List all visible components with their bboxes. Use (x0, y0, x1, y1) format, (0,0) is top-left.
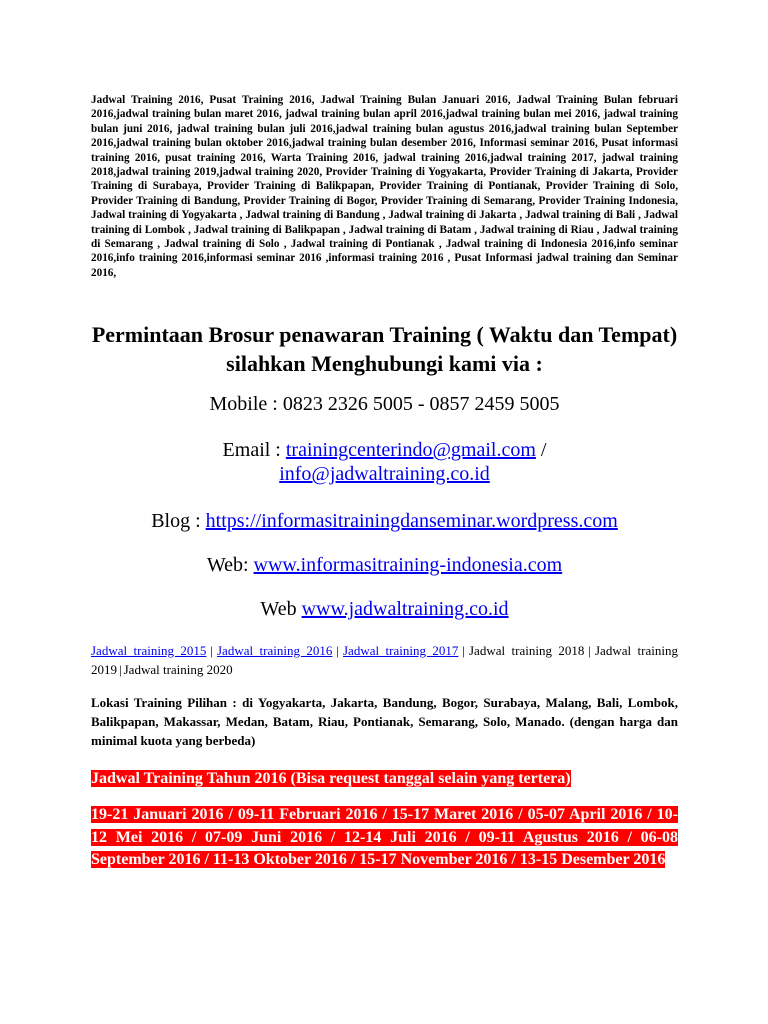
email-contact (91, 438, 678, 486)
separator: | (336, 643, 339, 658)
schedule-dates-text: 19-21 Januari 2016 / 09-11 Februari 2016 / 15-17 Maret 2016 / 05-07 April 2016 / 10-12 Mei 2016 / 07-09 Juni 2016 / 12-14 Juli 2016 / 09-11 Agustus 2016 / 06-08 September 2016 / 11-13 Oktober 2016 / 15-17 November 2016 / 13-15 Desember 2016 (91, 806, 678, 868)
web-label-1: Web: (206, 554, 254, 576)
web-contact-2 (91, 597, 678, 621)
link-jadwal-2016[interactable]: Jadwal training 2016 (217, 643, 333, 658)
schedule-heading-text: Jadwal Training Tahun 2016 (Bisa request tanggal selain yang tertera) (91, 770, 571, 787)
web-link-informasitraining[interactable]: www.informasitraining-indonesia.com (253, 554, 563, 576)
yearly-schedule-links (91, 641, 678, 679)
email-link-jadwaltraining[interactable]: info@jadwaltraining.co.id (279, 463, 490, 485)
web-contact-1 (91, 553, 678, 577)
separator: | (588, 643, 591, 658)
web-label-2: Web (260, 598, 302, 620)
email-link-gmail[interactable]: trainingcenterindo@gmail.com (285, 439, 536, 461)
email-separator: / (535, 439, 547, 461)
schedule-heading (91, 769, 571, 789)
blog-label: Blog : (151, 510, 206, 532)
schedule-dates (91, 804, 678, 872)
email-label: Email : (222, 439, 286, 461)
training-locations: Lokasi Training Pilihan : di Yogyakarta, Jakarta, Bandung, Bogor, Surabaya, Malang, Bali, Lombok, Balikpapan, Makassar, Medan, Batam, Riau, Pontianak, Semarang, Solo, Manado. (dengan harga dan minimal kuota yang berbeda) (91, 695, 678, 748)
link-jadwal-2015[interactable]: Jadwal training 2015 (91, 643, 207, 658)
blog-contact (91, 509, 678, 533)
link-jadwal-2017[interactable]: Jadwal training 2017 (343, 643, 459, 658)
intro-keywords-paragraph: Jadwal Training 2016, Pusat Training 2016, Jadwal Training Bulan Januari 2016, Jadwal Training Bulan februari 2016,jadwal training bulan maret 2016, jadwal training bulan april 2016,jadwal training bulan mei 2016, jadwal training bulan juni 2016, jadwal training bulan juli 2016,jadwal training bulan agustus 2016,jadwal training bulan September 2016,jadwal training bulan oktober 2016,jadwal training bulan desember 2016, Informasi seminar 2016, Pusat informasi training 2016, pusat training 2016, Warta Training 2016, jadwal training 2016,jadwal training 2017, jadwal training 2018,jadwal training 2019,jadwal training 2020, Provider Training di Yogyakarta, Provider Training di Jakarta, Provider Training di Surabaya, Provider Training di Balikpapan, Provider Training di Pontianak, Provider Training di Solo, Provider Training di Bandung, Provider Training di Bogor, Provider Training di Semarang, Provider Training Indonesia, Jadwal training di Yogyakarta , Jadwal training di Bandung , Jadwal training di Jakarta , Jadwal training di Bali , Jadwal training di Lombok , Jadwal training di Balikpapan , Jadwal training di Batam , Jadwal training di Riau , Jadwal training di Semarang , Jadwal training di Solo , Jadwal training di Pontianak , Jadwal training di Indonesia 2016,info seminar 2016,info training 2016,informasi seminar 2016 ,informasi training 2016 , Pusat Informasi jadwal training dan Seminar 2016, (91, 94, 678, 279)
web-link-jadwaltraining[interactable]: www.jadwaltraining.co.id (301, 598, 509, 620)
separator: | (119, 662, 122, 677)
mobile-numbers: Mobile : 0823 2326 5005 - 0857 2459 5005 (209, 393, 560, 415)
text-jadwal-2020: Jadwal training 2020 (123, 662, 233, 677)
text-jadwal-2019: Jadwal training 2019 (91, 643, 678, 677)
blog-link[interactable]: https://informasitrainingdanseminar.wordpress.com (205, 510, 618, 532)
text-jadwal-2018: Jadwal training 2018 (469, 643, 585, 658)
separator: | (210, 643, 213, 658)
brochure-request-headline: Permintaan Brosur penawaran Training ( Waktu dan Tempat) silahkan Menghubungi kami via : (91, 322, 678, 376)
separator: | (462, 643, 465, 658)
